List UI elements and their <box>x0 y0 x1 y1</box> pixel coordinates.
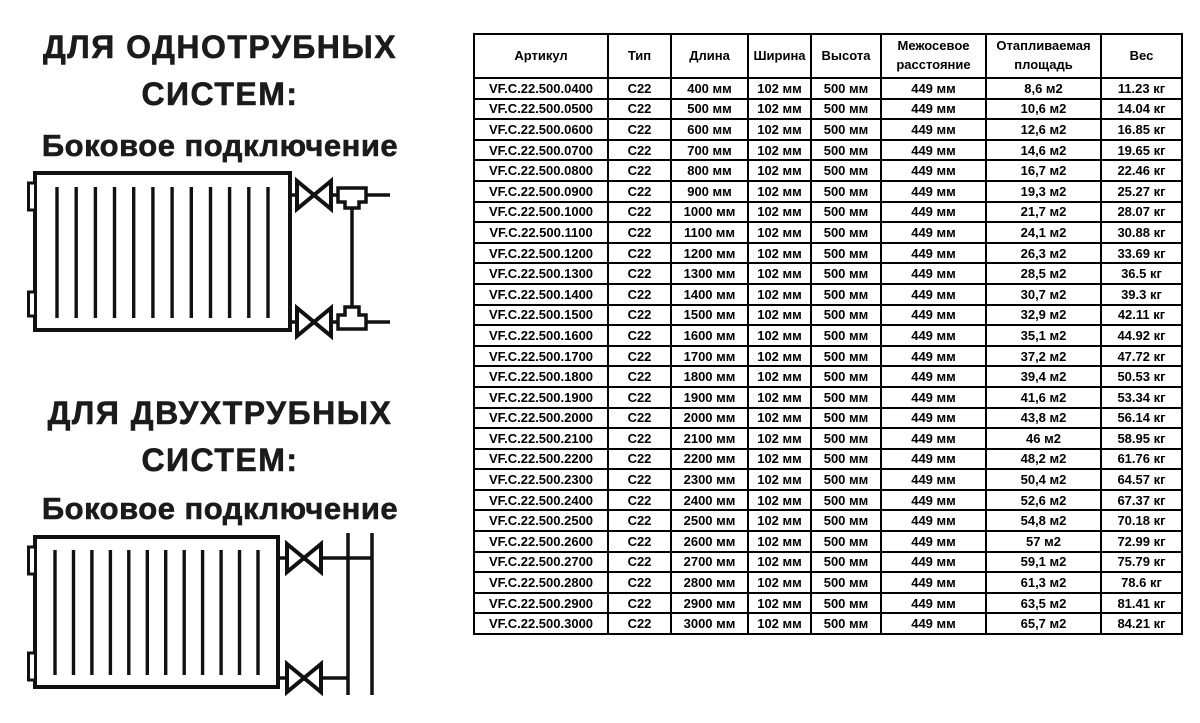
table-cell: 700 мм <box>671 140 748 161</box>
table-cell: 1200 мм <box>671 243 748 264</box>
table-row <box>474 243 1182 264</box>
table-cell: 500 мм <box>811 510 881 531</box>
table-row <box>474 346 1182 367</box>
table-cell: 500 мм <box>811 428 881 449</box>
table-cell: 25.27 кг <box>1101 181 1182 202</box>
table-cell: 500 мм <box>811 263 881 284</box>
table-cell: 102 мм <box>748 346 811 367</box>
table-cell: 53.34 кг <box>1101 387 1182 408</box>
table-row <box>474 572 1182 593</box>
table-cell: 48,2 м2 <box>986 449 1101 470</box>
table-cell: 2900 мм <box>671 593 748 614</box>
table-cell: C22 <box>608 140 671 161</box>
table-cell: 81.41 кг <box>1101 593 1182 614</box>
table-cell: C22 <box>608 202 671 223</box>
table-cell: 102 мм <box>748 181 811 202</box>
spec-table-wrapper <box>473 33 1183 635</box>
table-cell: 449 мм <box>881 325 986 346</box>
table-cell: 59,1 м2 <box>986 552 1101 573</box>
table-cell: 33.69 кг <box>1101 243 1182 264</box>
table-row <box>474 78 1182 99</box>
table-cell: 21,7 м2 <box>986 202 1101 223</box>
table-cell: VF.C.22.500.0800 <box>474 160 608 181</box>
table-cell: 102 мм <box>748 572 811 593</box>
table-cell: 10,6 м2 <box>986 99 1101 120</box>
table-cell: C22 <box>608 119 671 140</box>
table-row <box>474 222 1182 243</box>
table-cell: 449 мм <box>881 531 986 552</box>
table-cell: 11.23 кг <box>1101 78 1182 99</box>
table-cell: VF.C.22.500.2000 <box>474 408 608 429</box>
table-cell: C22 <box>608 593 671 614</box>
table-row <box>474 119 1182 140</box>
table-cell: C22 <box>608 552 671 573</box>
table-cell: C22 <box>608 387 671 408</box>
table-cell: C22 <box>608 449 671 470</box>
table-row <box>474 140 1182 161</box>
radiator-body <box>35 173 290 330</box>
table-cell: 500 мм <box>811 222 881 243</box>
valve-icon <box>314 181 331 209</box>
table-cell: 449 мм <box>881 305 986 326</box>
table-cell: 500 мм <box>811 449 881 470</box>
table-cell: C22 <box>608 99 671 120</box>
connection-schemes-panel <box>0 0 462 723</box>
column-header: Тип <box>608 34 671 78</box>
table-cell: 102 мм <box>748 119 811 140</box>
tee-fitting-icon <box>338 307 366 329</box>
single-pipe-radiator-schematic <box>25 166 425 341</box>
table-cell: 70.18 кг <box>1101 510 1182 531</box>
table-cell: 102 мм <box>748 202 811 223</box>
table-cell: 43,8 м2 <box>986 408 1101 429</box>
table-cell: C22 <box>608 305 671 326</box>
single-pipe-diagram <box>25 166 425 341</box>
spec-table-body <box>474 78 1182 634</box>
table-cell: 72.99 кг <box>1101 531 1182 552</box>
table-cell: 1300 мм <box>671 263 748 284</box>
table-cell: 102 мм <box>748 325 811 346</box>
table-row <box>474 99 1182 120</box>
table-cell: VF.C.22.500.1500 <box>474 305 608 326</box>
section-title-line2: СИСТЕМ: <box>141 442 299 478</box>
table-cell: VF.C.22.500.0500 <box>474 99 608 120</box>
table-cell: VF.C.22.500.2200 <box>474 449 608 470</box>
single-pipe-section-subtitle: Боковое подключение <box>41 128 399 163</box>
table-cell: VF.C.22.500.2800 <box>474 572 608 593</box>
table-cell: 16.85 кг <box>1101 119 1182 140</box>
table-cell: 28.07 кг <box>1101 202 1182 223</box>
table-cell: 102 мм <box>748 531 811 552</box>
table-cell: 3000 мм <box>671 613 748 634</box>
table-cell: VF.C.22.500.0600 <box>474 119 608 140</box>
bracket-bottom <box>29 653 36 680</box>
table-cell: 102 мм <box>748 243 811 264</box>
table-cell: 37,2 м2 <box>986 346 1101 367</box>
table-cell: VF.C.22.500.2700 <box>474 552 608 573</box>
table-cell: 1400 мм <box>671 284 748 305</box>
table-cell: 500 мм <box>811 346 881 367</box>
table-cell: 102 мм <box>748 469 811 490</box>
table-cell: 14.04 кг <box>1101 99 1182 120</box>
table-cell: C22 <box>608 263 671 284</box>
table-cell: 449 мм <box>881 366 986 387</box>
table-cell: 102 мм <box>748 366 811 387</box>
table-cell: 22.46 кг <box>1101 160 1182 181</box>
table-cell: 30,7 м2 <box>986 284 1101 305</box>
table-cell: C22 <box>608 408 671 429</box>
section-title-line2: СИСТЕМ: <box>141 76 299 112</box>
column-header: Ширина <box>748 34 811 78</box>
two-pipe-section-subtitle: Боковое подключение <box>41 491 399 526</box>
table-cell: 1500 мм <box>671 305 748 326</box>
valve-icon <box>314 308 331 336</box>
table-row <box>474 449 1182 470</box>
table-row <box>474 593 1182 614</box>
table-cell: 56.14 кг <box>1101 408 1182 429</box>
table-cell: 500 мм <box>811 140 881 161</box>
table-cell: 500 мм <box>811 469 881 490</box>
table-cell: 500 мм <box>811 552 881 573</box>
table-cell: 449 мм <box>881 346 986 367</box>
column-header: Высота <box>811 34 881 78</box>
table-cell: 449 мм <box>881 119 986 140</box>
table-cell: C22 <box>608 428 671 449</box>
table-cell: 500 мм <box>811 99 881 120</box>
table-row <box>474 613 1182 634</box>
table-cell: 42.11 кг <box>1101 305 1182 326</box>
table-cell: 500 мм <box>811 387 881 408</box>
table-cell: 78.6 кг <box>1101 572 1182 593</box>
table-row <box>474 263 1182 284</box>
table-cell: 54,8 м2 <box>986 510 1101 531</box>
table-cell: 41,6 м2 <box>986 387 1101 408</box>
table-cell: 58.95 кг <box>1101 428 1182 449</box>
return-pipe-bottom <box>278 664 348 692</box>
table-cell: 1900 мм <box>671 387 748 408</box>
table-cell: 500 мм <box>811 305 881 326</box>
table-cell: C22 <box>608 469 671 490</box>
table-cell: 2800 мм <box>671 572 748 593</box>
table-cell: VF.C.22.500.2500 <box>474 510 608 531</box>
table-cell: C22 <box>608 181 671 202</box>
table-cell: 500 мм <box>671 99 748 120</box>
table-cell: 449 мм <box>881 449 986 470</box>
table-cell: 39,4 м2 <box>986 366 1101 387</box>
table-cell: 61.76 кг <box>1101 449 1182 470</box>
table-cell: 102 мм <box>748 78 811 99</box>
table-cell: 449 мм <box>881 263 986 284</box>
table-cell: C22 <box>608 572 671 593</box>
table-row <box>474 531 1182 552</box>
return-pipe-bottom <box>290 307 390 336</box>
table-cell: 500 мм <box>811 325 881 346</box>
table-cell: VF.C.22.500.0700 <box>474 140 608 161</box>
table-cell: VF.C.22.500.2300 <box>474 469 608 490</box>
table-cell: VF.C.22.500.1400 <box>474 284 608 305</box>
table-cell: 102 мм <box>748 160 811 181</box>
bracket-top <box>29 183 36 210</box>
table-cell: 500 мм <box>811 243 881 264</box>
table-cell: 1000 мм <box>671 202 748 223</box>
table-cell: 449 мм <box>881 490 986 511</box>
table-cell: VF.C.22.500.2900 <box>474 593 608 614</box>
table-cell: C22 <box>608 346 671 367</box>
table-cell: C22 <box>608 243 671 264</box>
table-cell: 449 мм <box>881 408 986 429</box>
table-cell: 30.88 кг <box>1101 222 1182 243</box>
table-cell: C22 <box>608 284 671 305</box>
table-cell: VF.C.22.500.1900 <box>474 387 608 408</box>
tee-fitting-icon <box>338 188 366 208</box>
single-pipe-section-title <box>0 24 440 118</box>
table-cell: 449 мм <box>881 243 986 264</box>
table-row <box>474 366 1182 387</box>
table-cell: 500 мм <box>811 160 881 181</box>
column-header: Отапливаемая площадь <box>986 34 1101 78</box>
table-cell: VF.C.22.500.1700 <box>474 346 608 367</box>
table-cell: 800 мм <box>671 160 748 181</box>
table-cell: 2300 мм <box>671 469 748 490</box>
table-cell: 46 м2 <box>986 428 1101 449</box>
table-cell: 449 мм <box>881 613 986 634</box>
table-cell: 102 мм <box>748 99 811 120</box>
table-cell: C22 <box>608 325 671 346</box>
table-cell: 449 мм <box>881 284 986 305</box>
table-cell: VF.C.22.500.0400 <box>474 78 608 99</box>
table-cell: 102 мм <box>748 408 811 429</box>
table-row <box>474 160 1182 181</box>
table-cell: C22 <box>608 613 671 634</box>
table-cell: 1600 мм <box>671 325 748 346</box>
table-cell: 47.72 кг <box>1101 346 1182 367</box>
two-pipe-radiator-schematic <box>25 528 425 703</box>
table-cell: 102 мм <box>748 284 811 305</box>
table-cell: 102 мм <box>748 428 811 449</box>
header-row <box>474 34 1182 78</box>
table-cell: 2100 мм <box>671 428 748 449</box>
table-cell: 500 мм <box>811 202 881 223</box>
table-cell: 449 мм <box>881 572 986 593</box>
table-cell: 500 мм <box>811 531 881 552</box>
table-cell: C22 <box>608 510 671 531</box>
table-cell: C22 <box>608 222 671 243</box>
table-cell: 500 мм <box>811 78 881 99</box>
table-row <box>474 387 1182 408</box>
valve-icon <box>304 544 321 572</box>
table-cell: 84.21 кг <box>1101 613 1182 634</box>
bracket-bottom <box>29 292 36 316</box>
table-cell: 19,3 м2 <box>986 181 1101 202</box>
table-cell: 449 мм <box>881 593 986 614</box>
table-cell: 900 мм <box>671 181 748 202</box>
supply-pipe-top <box>278 544 372 572</box>
table-cell: 2000 мм <box>671 408 748 429</box>
table-cell: 449 мм <box>881 222 986 243</box>
table-cell: 2200 мм <box>671 449 748 470</box>
table-cell: VF.C.22.500.1000 <box>474 202 608 223</box>
two-pipe-diagram <box>25 528 425 703</box>
table-cell: VF.C.22.500.3000 <box>474 613 608 634</box>
table-cell: 1100 мм <box>671 222 748 243</box>
table-cell: 500 мм <box>811 613 881 634</box>
valve-icon <box>304 664 321 692</box>
section-title-line1: ДЛЯ ОДНОТРУБНЫХ <box>42 29 398 65</box>
table-cell: 2600 мм <box>671 531 748 552</box>
table-cell: C22 <box>608 490 671 511</box>
table-cell: 24,1 м2 <box>986 222 1101 243</box>
table-row <box>474 305 1182 326</box>
table-cell: 32,9 м2 <box>986 305 1101 326</box>
table-cell: 102 мм <box>748 490 811 511</box>
column-header: Межосевое расстояние <box>881 34 986 78</box>
table-cell: 2500 мм <box>671 510 748 531</box>
radiator-body <box>35 537 278 687</box>
table-cell: 102 мм <box>748 552 811 573</box>
table-row <box>474 490 1182 511</box>
table-cell: 500 мм <box>811 572 881 593</box>
table-cell: 449 мм <box>881 387 986 408</box>
table-cell: 36.5 кг <box>1101 263 1182 284</box>
table-cell: 102 мм <box>748 449 811 470</box>
table-cell: 12,6 м2 <box>986 119 1101 140</box>
table-row <box>474 202 1182 223</box>
table-cell: 500 мм <box>811 181 881 202</box>
spec-table-header <box>474 34 1182 78</box>
table-cell: 449 мм <box>881 99 986 120</box>
table-cell: 61,3 м2 <box>986 572 1101 593</box>
table-cell: 449 мм <box>881 140 986 161</box>
table-cell: 449 мм <box>881 160 986 181</box>
table-cell: 35,1 м2 <box>986 325 1101 346</box>
table-cell: 2700 мм <box>671 552 748 573</box>
table-cell: 500 мм <box>811 490 881 511</box>
table-cell: 449 мм <box>881 510 986 531</box>
table-cell: 64.57 кг <box>1101 469 1182 490</box>
table-cell: 449 мм <box>881 202 986 223</box>
table-cell: 1800 мм <box>671 366 748 387</box>
table-cell: 44.92 кг <box>1101 325 1182 346</box>
table-cell: 102 мм <box>748 140 811 161</box>
table-cell: 8,6 м2 <box>986 78 1101 99</box>
table-cell: VF.C.22.500.2400 <box>474 490 608 511</box>
table-cell: C22 <box>608 366 671 387</box>
table-row <box>474 408 1182 429</box>
table-row <box>474 552 1182 573</box>
table-cell: 500 мм <box>811 284 881 305</box>
table-cell: 28,5 м2 <box>986 263 1101 284</box>
table-cell: VF.C.22.500.1200 <box>474 243 608 264</box>
table-cell: 102 мм <box>748 593 811 614</box>
table-cell: 52,6 м2 <box>986 490 1101 511</box>
table-cell: 102 мм <box>748 305 811 326</box>
table-cell: C22 <box>608 160 671 181</box>
table-cell: 400 мм <box>671 78 748 99</box>
table-row <box>474 181 1182 202</box>
table-cell: 50.53 кг <box>1101 366 1182 387</box>
table-cell: 102 мм <box>748 613 811 634</box>
table-cell: VF.C.22.500.2600 <box>474 531 608 552</box>
table-cell: 39.3 кг <box>1101 284 1182 305</box>
column-header: Вес <box>1101 34 1182 78</box>
table-row <box>474 428 1182 449</box>
table-row <box>474 469 1182 490</box>
table-cell: 50,4 м2 <box>986 469 1101 490</box>
table-cell: 75.79 кг <box>1101 552 1182 573</box>
bracket-top <box>29 547 36 574</box>
two-pipe-section-title <box>0 390 440 484</box>
table-cell: 600 мм <box>671 119 748 140</box>
table-cell: 500 мм <box>811 366 881 387</box>
table-cell: C22 <box>608 531 671 552</box>
table-row <box>474 510 1182 531</box>
spec-table <box>473 33 1183 635</box>
table-cell: 449 мм <box>881 428 986 449</box>
table-cell: VF.C.22.500.1800 <box>474 366 608 387</box>
table-cell: VF.C.22.500.2100 <box>474 428 608 449</box>
table-cell: 1700 мм <box>671 346 748 367</box>
table-cell: 449 мм <box>881 181 986 202</box>
table-cell: 67.37 кг <box>1101 490 1182 511</box>
table-cell: VF.C.22.500.0900 <box>474 181 608 202</box>
table-cell: 500 мм <box>811 408 881 429</box>
table-row <box>474 325 1182 346</box>
table-cell: 57 м2 <box>986 531 1101 552</box>
table-cell: 449 мм <box>881 552 986 573</box>
table-cell: 102 мм <box>748 222 811 243</box>
table-row <box>474 284 1182 305</box>
table-cell: 449 мм <box>881 469 986 490</box>
table-cell: 102 мм <box>748 510 811 531</box>
table-cell: 449 мм <box>881 78 986 99</box>
table-cell: 65,7 м2 <box>986 613 1101 634</box>
column-header: Артикул <box>474 34 608 78</box>
table-cell: VF.C.22.500.1100 <box>474 222 608 243</box>
section-title-line1: ДЛЯ ДВУХТРУБНЫХ <box>47 395 393 431</box>
table-cell: 19.65 кг <box>1101 140 1182 161</box>
table-cell: 14,6 м2 <box>986 140 1101 161</box>
table-cell: 2400 мм <box>671 490 748 511</box>
table-cell: 102 мм <box>748 387 811 408</box>
table-cell: 16,7 м2 <box>986 160 1101 181</box>
table-cell: 26,3 м2 <box>986 243 1101 264</box>
table-cell: C22 <box>608 78 671 99</box>
table-cell: VF.C.22.500.1600 <box>474 325 608 346</box>
table-cell: 63,5 м2 <box>986 593 1101 614</box>
column-header: Длина <box>671 34 748 78</box>
table-cell: VF.C.22.500.1300 <box>474 263 608 284</box>
table-cell: 500 мм <box>811 119 881 140</box>
supply-pipe-top <box>290 181 390 209</box>
table-cell: 500 мм <box>811 593 881 614</box>
table-cell: 102 мм <box>748 263 811 284</box>
